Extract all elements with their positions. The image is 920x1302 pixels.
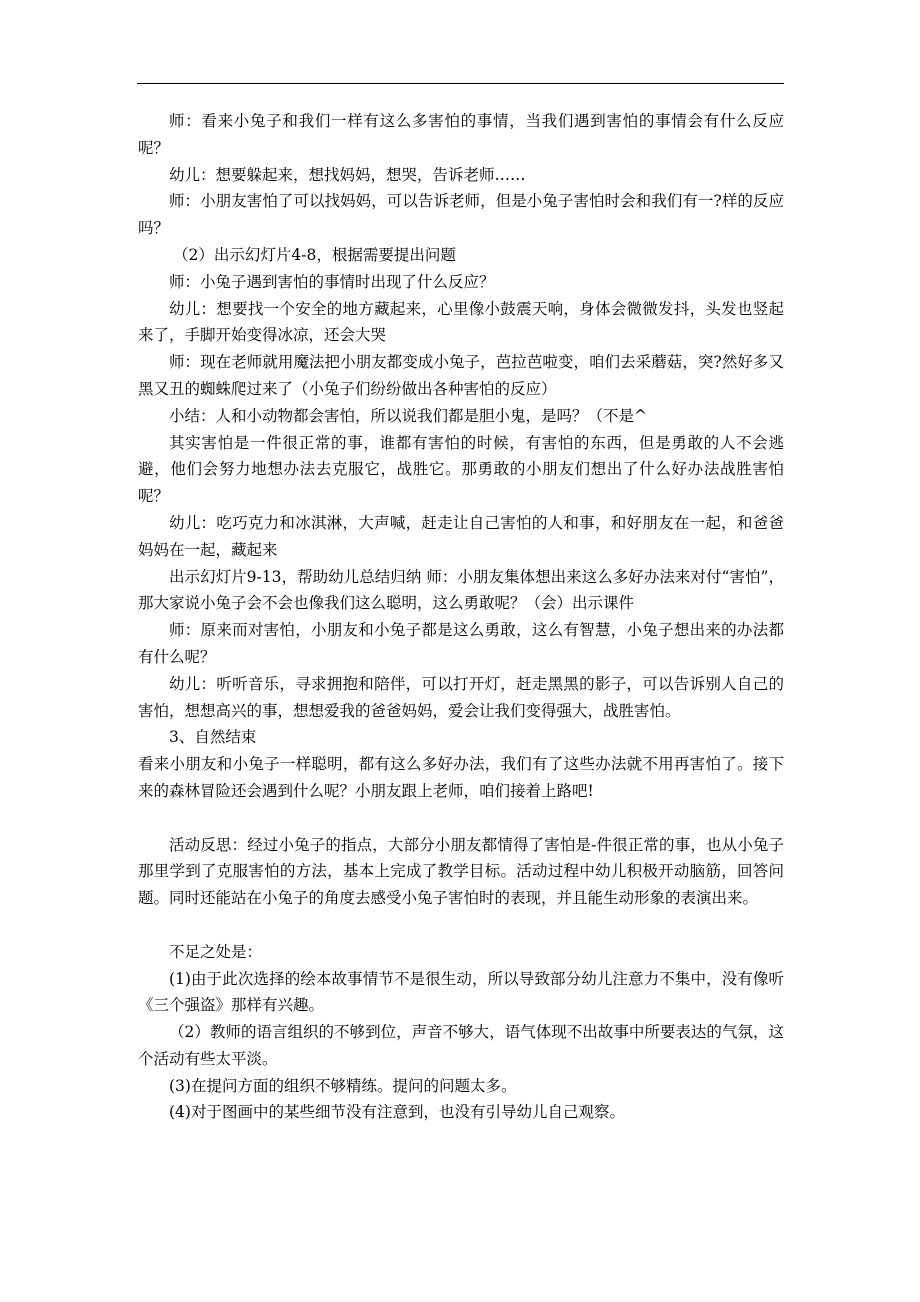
shortcomings-heading: 不足之处是：: [169, 942, 263, 961]
list-item: (1)由于此次选择的绘本故事情节不是很生动，所以导致部分幼儿注意力不集中，没有像听《三个强盗》那样有兴趣。: [138, 969, 784, 1015]
paragraph: 出示幻灯片9-13，帮助幼儿总结归纳 师：小朋友集体想出来这么多好办法来对付“害怕”，那大家说小兔子会不会也像我们这么聪明，这么勇敢呢？（会）出示课件: [138, 567, 784, 613]
paragraph: 师：小朋友害怕了可以找妈妈，可以告诉老师，但是小兔子害怕时会和我们有一?样的反应吗？: [138, 192, 784, 238]
list-item: (4)对于图画中的某些细节没有注意到，也没有引导幼儿自己观察。: [169, 1103, 625, 1122]
list-item: (3)在提问方面的组织不够精练。提问的问题太多。: [169, 1076, 517, 1095]
header-rule: [137, 83, 784, 84]
blank-line: [138, 805, 784, 832]
paragraph: 师：原来而对害怕，小朋友和小兔子都是这么勇敢，这么有智慧，小兔子想出来的办法都有什么呢？: [138, 621, 784, 666]
paragraph: 师：现在老师就用魔法把小朋友都变成小兔子，芭拉芭啦变，咱们去采蘑菇，突?然好多又黑又丑的蜘蛛爬过来了（小兔子们纷纷做出各种害怕的反应）: [138, 353, 784, 398]
paragraph: 幼儿：听听音乐，寻求拥抱和陪伴，可以打开灯，赶走黑黑的影子，可以告诉别人自己的害怕，想想高兴的事，想想爱我的爸爸妈妈，爱会让我们变得强大，战胜害怕。: [138, 674, 784, 720]
paragraph: 看来小朋友和小兔子一样聪明，都有这么多好办法，我们有了这些办法就不用再害怕了。接下来的森林冒险还会遇到什么呢？小朋友跟上老师，咱们接着上路吧!: [138, 755, 784, 800]
paragraph: 师：看来小兔子和我们一样有这么多害怕的事情，当我们遇到害怕的事情会有什么反应呢？: [138, 112, 784, 157]
paragraph: 幼儿：想要躲起来，想找妈妈，想哭，告诉老师……: [169, 165, 526, 184]
paragraph: 其实害怕是一件很正常的事，谁都有害怕的时候，有害怕的东西，但是勇敢的人不会逃避，他们会努力地想办法去克服它，战胜它。那勇敢的小朋友们想出了什么好办法战胜害怕呢？: [138, 433, 784, 506]
paragraph: （2）出示幻灯片4-8，根据需要提出问题: [173, 245, 456, 264]
paragraph: 幼儿：想要找一个安全的地方藏起来，心里像小鼓震天响，身体会微微发抖，头发也竖起来了，手脚开始变得冰凉，还会大哭: [138, 299, 784, 345]
document-body: [138, 108, 784, 1126]
blank-line: [138, 912, 784, 939]
paragraph: 小结：人和小动物都会害怕，所以说我们都是胆小鬼，是吗？（不是^: [169, 406, 647, 425]
paragraph: 幼儿：吃巧克力和冰淇淋，大声喊，赶走让自己害怕的人和事，和好朋友在一起，和爸爸妈妈在一起，藏起来: [138, 513, 784, 559]
list-item: （2）教师的语言组织的不够到位，声音不够大，语气体现不出故事中所要表达的气氛，这个活动有些太平淡。: [138, 1023, 784, 1068]
paragraph: 师：小兔子遇到害怕的事情时出现了什么反应？: [169, 272, 495, 291]
reflection-paragraph: 活动反思：经过小兔子的指点，大部分小朋友都情得了害怕是-件很正常的事，也从小兔子那里学到了克服害怕的方法，基本上完成了教学目标。活动过程中幼儿积极开动脑筋，回答问题。同时还能站在小兔子的角度去感受小兔子害怕时的表现，并且能生动形象的表演出来。: [138, 835, 784, 908]
section-heading: 3、自然结束: [169, 728, 257, 747]
